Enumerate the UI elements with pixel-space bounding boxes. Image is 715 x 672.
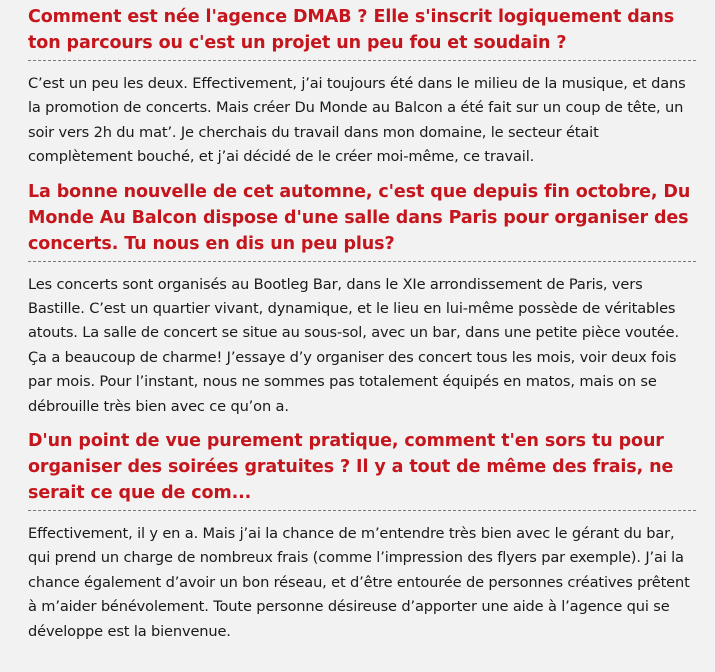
qa-block-2 — [28, 179, 696, 428]
answer-paragraph: Effectivement, il y en a. Mais j’ai la chance de m’entendre très bien avec le gérant du bar, qui prend un charge de nombreux frais (comme l’impression des flyers par exemple). J’ai la chance également d’avoir un bon réseau, et d’être entourée de personnes créatives prêtent à m’aider bénévolement. Toute personne désireuse d’apporter une aide à l’agence qui se développe est la bienvenue. — [28, 525, 690, 640]
qa-block-3 — [28, 428, 696, 653]
question-heading: Comment est née l'agence DMAB ? Elle s'inscrit logiquement dans ton parcours ou c'est un projet un peu fou et soudain ? — [28, 4, 696, 61]
qa-block-1 — [28, 4, 696, 179]
answer-paragraph: Les concerts sont organisés au Bootleg Bar, dans le XIe arrondissement de Paris, vers Bastille. C’est un quartier vivant, dynamique, et le lieu en lui-même possède de véritables atouts. La salle de concert se situe au sous-sol, avec un bar, dans une petite pièce voutée. Ça a beaucoup de charme! J’essaye d’y organiser des concert tous les mois, voir deux fois par mois. Pour l’instant, nous ne sommes pas totalement équipés en matos, mais on se débrouille très bien avec ce qu’on a. — [28, 275, 679, 415]
question-heading: La bonne nouvelle de cet automne, c'est que depuis fin octobre, Du Monde Au Balcon dispose d'une salle dans Paris pour organiser des concerts. Tu nous en dis un peu plus? — [28, 179, 696, 262]
question-heading: D'un point de vue purement pratique, comment t'en sors tu pour organiser des soirées gratuites ? Il y a tout de même des frais, ne serait ce que de com... — [28, 428, 696, 511]
answer-paragraph: C’est un peu les deux. Effectivement, j’ai toujours été dans le milieu de la musique, et dans la promotion de concerts. Mais créer Du Monde au Balcon a été fait sur un coup de tête, un soir vers 2h du mat’. Je cherchais du travail dans mon domaine, le secteur était complètement bouché, et j’ai décidé de le créer moi-même, ce travail. — [28, 75, 686, 166]
